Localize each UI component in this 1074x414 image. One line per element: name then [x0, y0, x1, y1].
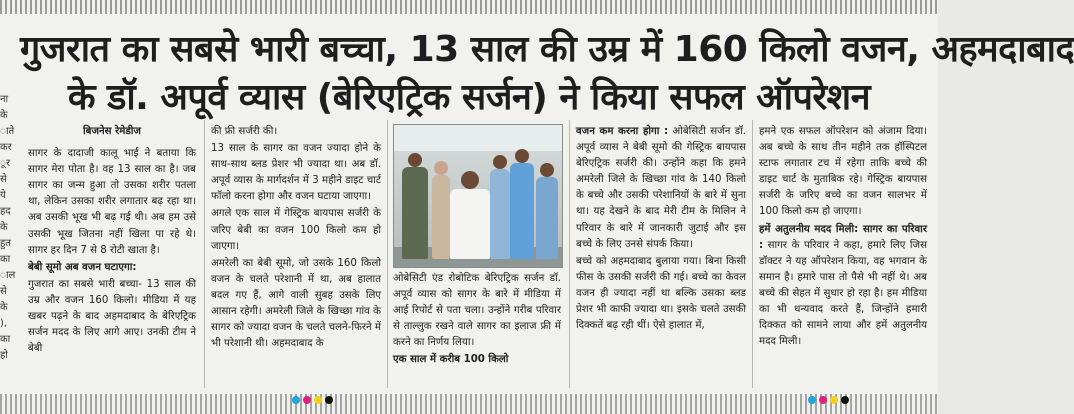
magenta-dot	[819, 396, 827, 404]
byline: बिजनेस रेमेडीज	[82, 126, 141, 137]
photo-person-surgeon	[510, 149, 534, 259]
paragraph: सागर के परिवार ने कहा, हमारे लिए जिस डॉक्टर ने यह ऑपरेशन किया, वह भगवान के समान है। हमारे पास तो पैसे भी नहीं थे। अब बच्चे की सेहत में सुधार हो रहा है। हम मीडिया का भी धन्यवाद करते हैं, जिन्होंने हमारी दिक्कत को सामने लाया और हमें अतुलनीय मदद मिली।	[759, 239, 927, 348]
headline	[20, 26, 1074, 122]
left-fragment-text: हुत	[0, 238, 12, 249]
left-fragment-text: ये	[0, 190, 6, 201]
photo-person-nurse	[536, 163, 558, 259]
paragraph: हमने एक सफल ऑपरेशन को अंजाम दिया। अब बच्चे के साथ तीन महीने तक हॉस्पिटल स्टाफ लगातार टच में रहेगा ताकि बच्चे की डाइट चार्ट के मुताबिक रहे। गेस्ट्रिक बायपास सर्जरी के जरिए बच्चे का वजन सालभर में 100 किलो कम हो जाएगा।	[759, 126, 927, 218]
subheading: हमें अतुलनीय मदद मिली: सागर का परिवार :	[759, 223, 927, 251]
left-fragment-text: ूर	[0, 158, 11, 169]
left-fragment-text: हो	[0, 350, 8, 361]
column-divider	[204, 120, 205, 388]
left-fragment-text: के	[0, 222, 8, 233]
subheading: एक साल में करीब 100 किलो	[393, 354, 509, 366]
paragraph: की फ्री सर्जरी की।	[211, 126, 278, 137]
news-photo	[393, 124, 563, 268]
headline-line-2: के डॉ. अपूर्व व्यास (बेरिएट्रिक सर्जन) ने किया सफल ऑपरेशन	[67, 77, 871, 118]
paragraph: गुजरात का सबसे भारी बच्चा- 13 साल की उम्र और वजन 160 किलो। मीडिया में यह खबर पढ़ने के बाद अहमदाबाद के बेरिएट्रिक सर्जन मदद के लिए आगे आए। उनकी टीम ने बेबी	[28, 278, 196, 355]
subheading: बेबी सूमो अब वजन घटाएगा:	[28, 261, 137, 273]
photo-person-staff	[432, 161, 450, 259]
article-column-2	[211, 124, 381, 353]
left-fragment-text: के	[0, 110, 8, 121]
paragraph: सागर के दादाजी कालू भाई ने बताया कि सागर मेरा पोता है। वह 13 साल का है। जब सागर का जन्म हुआ तो उसका शरीर पतला था, लेकिन उसका शरीर लगातार बढ़ रहा था। अब उसकी भूख भी बढ़ गई थी। अब हम उसे उसकी भूख जितना नहीं खिला पा रहे थे। सागर हर दिन 7 से 8 रोटी खाता है।	[28, 148, 196, 256]
left-fragment-text: ),	[0, 318, 8, 329]
left-fragment-text: ना	[0, 94, 9, 105]
left-fragment-text: का	[0, 334, 11, 345]
photo-ceiling	[394, 125, 562, 151]
article-column-5	[759, 124, 927, 351]
left-fragment-text: के	[0, 302, 8, 313]
article-column-3	[393, 271, 561, 370]
subheading: वजन कम करना होगा :	[576, 126, 669, 137]
paragraph: अगले एक साल में गेस्ट्रिक बायपास सर्जरी के जरिए बेबी का वजन 100 किलो कम हो जाएगा।	[211, 208, 381, 252]
color-registration-marks	[292, 396, 333, 404]
photo-person-child	[450, 171, 490, 259]
bottom-border	[0, 394, 938, 414]
yellow-dot	[830, 396, 838, 404]
paragraph: 13 साल के सागर का वजन ज्यादा होने के साथ-साथ ब्लड प्रेशर भी ज्यादा था। अब डॉ. अपूर्व व्यास के मार्गदर्शन में 3 महीने डाइट चार्ट फॉलो करना होगा और वजन घटाया जाएगा।	[211, 143, 381, 203]
left-fragment-text: कर	[0, 142, 12, 153]
cyan-dot	[808, 396, 816, 404]
article-column-1	[28, 124, 196, 358]
magenta-dot	[303, 396, 311, 404]
paragraph: ओबेसिटी सर्जन डॉ. अपूर्व व्यास ने बेबी सूमो की गेस्ट्रिक बायपास बेरिएट्रिक सर्जरी की। उन्होंने कहा कि हमने अमरेली जिले के खिच्छा गांव के 140 किलो के बच्चे और उसकी परेशानियों के बारे में सुना था। यह देखने के बाद मेरी टीम के मिलिन ने परिवार के बारे में जानकारी जुटाई और इस बच्चे के लिए उनसे संपर्क किया।	[576, 126, 746, 250]
left-fragment-text: से	[0, 286, 7, 297]
cyan-dot	[292, 396, 300, 404]
photo-person-staff	[490, 155, 510, 259]
left-fragment-text: ाते	[0, 126, 15, 137]
left-fragment-text: का	[0, 254, 11, 265]
yellow-dot	[314, 396, 322, 404]
paragraph: बच्चे को अहमदाबाद बुलाया गया। बिना किसी फीस के उसकी सर्जरी की गई। बच्चे का केवल वजन ही ज्यादा नहीं था बल्कि उसका ब्लड प्रेशर भी काफी ज्यादा था। इसके चलते उसकी दिक्कतें बढ़ रही थीं। ऐसे हालात में,	[576, 255, 746, 332]
black-dot	[325, 396, 333, 404]
top-border	[0, 0, 938, 14]
color-registration-marks	[808, 396, 849, 404]
left-column-fragment	[0, 92, 16, 382]
article-column-4	[576, 124, 746, 335]
left-fragment-text: हद	[0, 206, 11, 217]
black-dot	[841, 396, 849, 404]
left-fragment-text: ाल	[0, 270, 16, 281]
column-divider	[387, 120, 388, 388]
column-divider	[569, 120, 570, 388]
column-divider	[752, 120, 753, 388]
left-fragment-text: से	[0, 174, 7, 185]
paragraph: अमरेली का बेबी सूमो, जो उसके 160 किलो वजन के चलते परेशानी में था, अब हालात बदल गए हैं, आगे वाली सुबह उसके लिए आसान रहेगी। अमरेली जिले के खिच्छा गांव के सागर को ज्यादा वजन के चलते चलने-फिरने में भी परेशानी थी। अहमदाबाद के	[211, 257, 381, 350]
photo-person-doctor	[402, 153, 428, 259]
paragraph: ओबेसिटी एंड रोबोटिक बेरिएट्रिक सर्जन डॉ. अपूर्व व्यास को सागर के बारे में मीडिया में आई रिपोर्ट से पता चला। उन्होंने गरीब परिवार से ताल्लुक रखने वाले सागर का इलाज फ्री में करने का निर्णय लिया।	[393, 273, 561, 349]
headline-line-1: गुजरात का सबसे भारी बच्चा, 13 साल की उम्र में 160 किलो वजन, अहमदाबाद	[20, 29, 1074, 70]
